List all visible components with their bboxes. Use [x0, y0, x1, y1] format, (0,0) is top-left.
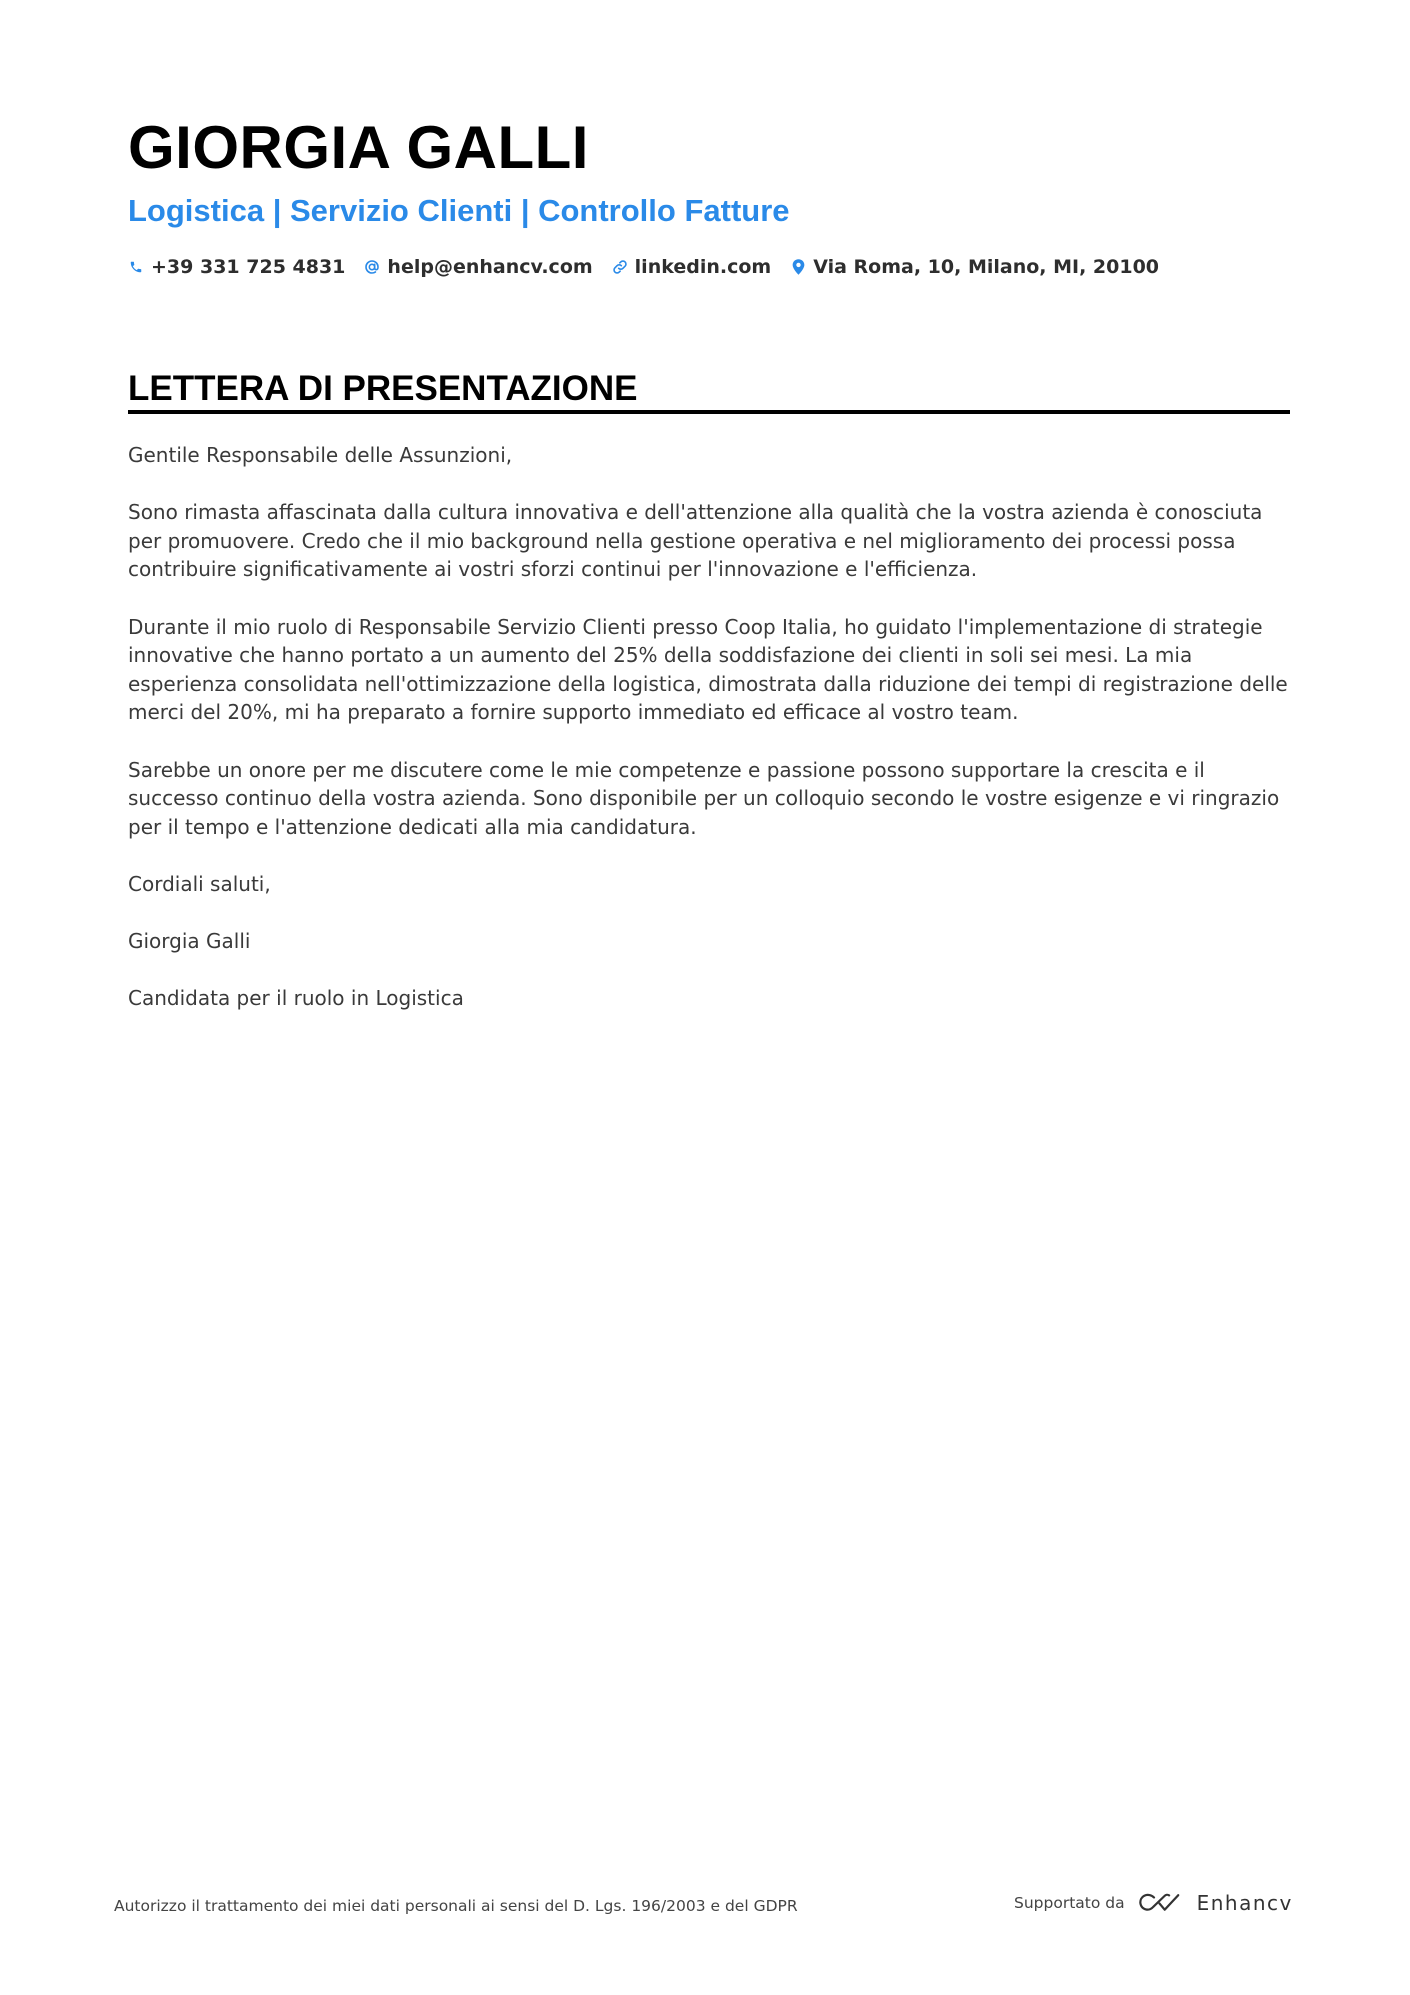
enhancv-logo-icon: [1137, 1891, 1183, 1915]
letter-closing: Cordiali saluti,: [128, 871, 271, 896]
contact-bar: [128, 254, 1178, 280]
contact-address: [790, 254, 1159, 280]
candidate-name: GIORGIA GALLI: [128, 114, 589, 181]
contact-phone[interactable]: [128, 254, 345, 280]
brand-name: Enhancv: [1196, 1891, 1293, 1915]
letter-signature-role: Candidata per il ruolo in Logistica: [128, 986, 464, 1011]
letter-signature: Giorgia Galli: [128, 929, 251, 954]
letter-salutation: Gentile Responsabile delle Assunzioni,: [128, 443, 513, 467]
phone-icon: [128, 258, 144, 276]
contact-linkedin-text: linkedin.com: [634, 256, 772, 278]
contact-address-text: Via Roma, 10, Milano, MI, 20100: [813, 256, 1160, 278]
link-icon: [612, 258, 628, 276]
letter-paragraph: Durante il mio ruolo di Responsabile Servizio Clienti presso Coop Italia, ho guidato l'implementazione di strategie innovative che hanno portato a un aumento del 25% della soddisfazione dei clienti in soli sei mesi. La mia esperienza consolidata nell'ottimizzazione della logistica, dimostrata dalla riduzione dei tempi di registrazione delle merci del 20%, mi ha preparato a fornire supporto immediato ed efficace al vostro team.: [128, 614, 1288, 725]
at-icon: [364, 258, 380, 276]
section-title: LETTERA DI PRESENTAZIONE: [128, 369, 638, 408]
powered-by[interactable]: [1014, 1890, 1293, 1916]
contact-linkedin[interactable]: [612, 254, 772, 280]
letter-body: [128, 441, 1290, 1041]
letter-paragraph: Sono rimasta affascinata dalla cultura innovativa e dell'attenzione alla qualità che la vostra azienda è conosciuta per promuovere. Credo che il mio background nella gestione operativa e nel miglioramento dei processi possa contribuire significativamente ai vostri sforzi continui per l'innovazione e l'efficienza.: [128, 500, 1263, 582]
contact-email-text: help@enhancv.com: [387, 256, 593, 278]
powered-by-label: Supportato da: [1014, 1894, 1125, 1912]
location-pin-icon: [790, 258, 806, 276]
privacy-note: Autorizzo il trattamento dei miei dati personali ai sensi del D. Lgs. 196/2003 e del GDPR: [114, 1897, 798, 1915]
candidate-subtitle: Logistica | Servizio Clienti | Controllo Fatture: [128, 193, 790, 228]
letter-paragraph: Sarebbe un onore per me discutere come le mie competenze e passione possono supportare la crescita e il successo continuo della vostra azienda. Sono disponibile per un colloquio secondo le vostre esigenze e vi ringrazio per il tempo e l'attenzione dedicati alla mia candidatura.: [128, 757, 1280, 839]
contact-email[interactable]: [364, 254, 592, 280]
section-divider: [128, 410, 1290, 414]
contact-phone-text: +39 331 725 4831: [151, 256, 346, 278]
